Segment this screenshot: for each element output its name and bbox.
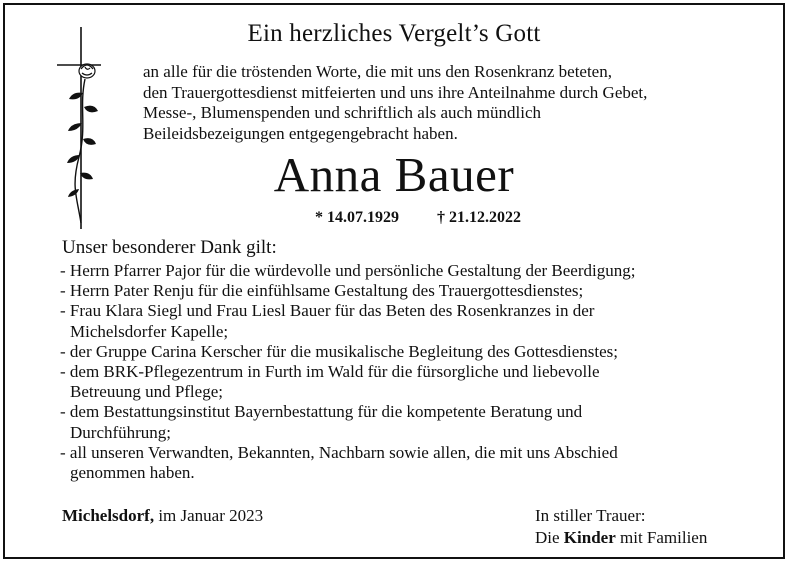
signature: [535, 505, 707, 549]
the-word: Die: [535, 528, 564, 547]
family-line: [535, 527, 707, 549]
thanks-line: Beileidsbezeigungen entgegengebracht haben.: [143, 123, 458, 143]
mourning-line: In stiller Trauer:: [535, 506, 646, 525]
heading: Ein herzliches Vergelt’s Gott: [247, 20, 541, 47]
birth-date: * 14.07.1929: [315, 209, 399, 226]
families-word: mit Familien: [615, 528, 708, 547]
list-item-line: - all unseren Verwandten, Bekannten, Nachbarn sowie allen, die mit uns Abschied: [60, 442, 618, 462]
list-item: [60, 342, 760, 362]
list-item-line: - Frau Klara Siegl und Frau Liesl Bauer für das Beten des Rosenkranzes in der: [60, 301, 595, 321]
list-item: [60, 281, 760, 301]
thanks-line: an alle für die tröstenden Worte, die mit uns den Rosenkranz beteten,: [143, 62, 612, 81]
list-item-line: - Herrn Pfarrer Pajor für die würdevolle und persönliche Gestaltung der Beerdigung;: [60, 261, 636, 280]
list-item: [60, 301, 760, 341]
deceased-name: Anna Bauer: [273, 147, 515, 202]
special-thanks-title: Unser besonderer Dank gilt:: [62, 237, 277, 258]
list-item-line: Michelsdorfer Kapelle;: [70, 321, 229, 341]
date: im Januar 2023: [154, 506, 264, 525]
place: Michelsdorf,: [62, 506, 155, 525]
thanks-list: [60, 261, 760, 483]
thanks-text: [143, 62, 743, 144]
thanks-line: Messe-, Blumenspenden und schriftlich als auch mündlich: [143, 103, 541, 122]
list-item-line: genommen haben.: [70, 463, 195, 483]
list-item-line: Betreuung und Pflege;: [70, 382, 223, 402]
list-item-line: - dem Bestattungsinstitut Bayernbestattung für die kompetente Beratung und: [60, 402, 583, 422]
life-dates: [315, 208, 521, 228]
list-item-line: Durchführung;: [70, 422, 172, 442]
thanks-line: den Trauergottesdienst mitfeierten und uns ihre Anteilnahme durch Gebet,: [143, 82, 648, 102]
list-item-line: - Herrn Pater Renju für die einfühlsame Gestaltung des Trauergottesdienstes;: [60, 281, 584, 301]
list-item: [60, 362, 760, 402]
obituary-card: [3, 3, 785, 559]
place-date: [62, 506, 263, 526]
death-date: † 21.12.2022: [437, 209, 521, 226]
list-item: [60, 261, 760, 281]
list-item-line: - dem BRK-Pflegezentrum in Furth im Wald für die fürsorgliche und liebevolle: [60, 362, 600, 382]
kinder-word: Kinder: [563, 528, 616, 547]
list-item: [60, 443, 760, 483]
list-item-line: - der Gruppe Carina Kerscher für die musikalische Begleitung des Gottesdienstes;: [60, 341, 619, 361]
list-item: [60, 402, 760, 442]
